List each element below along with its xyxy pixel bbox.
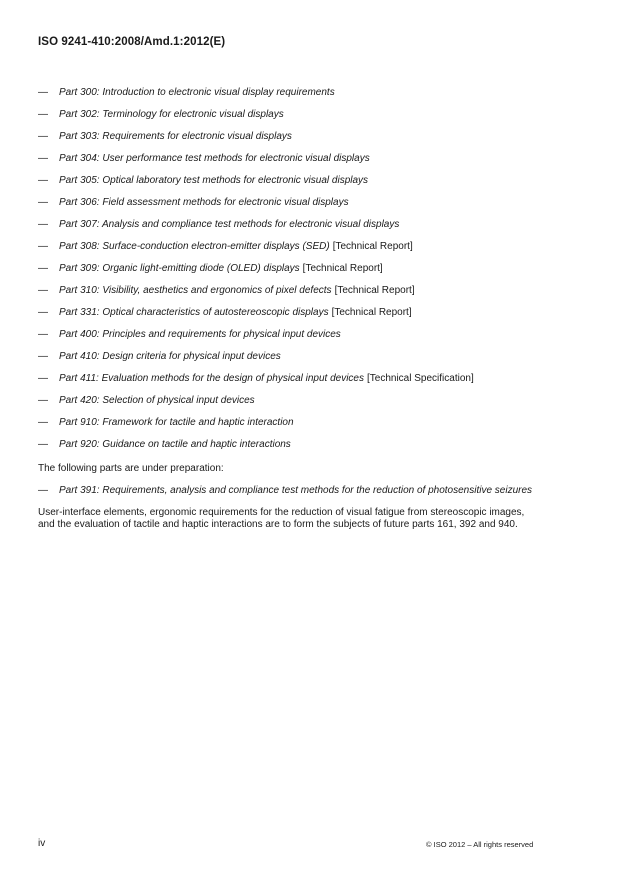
list-item [38,152,578,174]
part-title: Part 411: Evaluation methods for the design of physical input devices [59,373,364,384]
list-dash: — [38,175,48,186]
list-item [38,218,578,240]
list-item [38,130,578,152]
part-note: [Technical Report] [331,307,412,318]
list-dash: — [38,417,48,428]
list-dash: — [38,219,48,230]
list-dash: — [38,307,48,318]
part-title: Part 306: Field assessment methods for electronic visual displays [59,197,349,208]
part-title: Part 420: Selection of physical input devices [59,395,255,406]
part-title: Part 331: Optical characteristics of autostereoscopic displays [59,307,329,318]
list-item [38,372,578,394]
list-dash: — [38,329,48,340]
list-item [38,174,578,196]
part-note: [Technical Report] [302,263,383,274]
list-dash: — [38,87,48,98]
part-title: Part 410: Design criteria for physical input devices [59,351,281,362]
part-title: Part 308: Surface-conduction electron-emitter displays (SED) [59,241,330,252]
document-id-header: ISO 9241-410:2008/Amd.1:2012(E) [38,36,226,48]
part-note: [Technical Report] [332,241,413,252]
part-note: [Technical Specification] [367,373,474,384]
closing-line-2: and the evaluation of tactile and haptic interactions are to form the subjects of future parts 161, 392 and 940. [38,519,518,530]
list-dash: — [38,153,48,164]
list-item [38,262,578,284]
list-dash: — [38,109,48,120]
part-title: Part 309: Organic light-emitting diode (OLED) displays [59,263,300,274]
list-item [38,416,578,438]
list-item [38,284,578,306]
copyright-notice: © ISO 2012 – All rights reserved [426,840,534,849]
list-item [38,350,578,372]
part-title: Part 400: Principles and requirements for physical input devices [59,329,341,340]
list-dash: — [38,395,48,406]
parts-list [38,86,578,460]
part-title: Part 305: Optical laboratory test methods for electronic visual displays [59,175,369,186]
list-dash: — [38,285,48,296]
list-dash: — [38,197,48,208]
list-item [38,484,578,506]
list-dash: — [38,373,48,384]
preparation-list [38,484,578,506]
part-title: Part 307: Analysis and compliance test methods for electronic visual displays [59,219,400,230]
list-dash: — [38,241,48,252]
closing-line-1: User-interface elements, ergonomic requirements for the reduction of visual fatigue from stereoscopic images, [38,507,525,518]
list-item [38,108,578,130]
list-item [38,394,578,416]
list-item [38,328,578,350]
closing-paragraph [38,507,558,531]
part-title: Part 304: User performance test methods for electronic visual displays [59,153,370,164]
part-note: [Technical Report] [334,285,415,296]
part-title: Part 391: Requirements, analysis and compliance test methods for the reduction of photosensitive seizures [59,485,533,496]
part-title: Part 920: Guidance on tactile and haptic interactions [59,439,291,450]
page-number: iv [38,838,46,849]
part-title: Part 302: Terminology for electronic visual displays [59,109,284,120]
part-title: Part 303: Requirements for electronic visual displays [59,131,292,142]
part-title: Part 310: Visibility, aesthetics and ergonomics of pixel defects [59,285,332,296]
part-title: Part 910: Framework for tactile and haptic interaction [59,417,294,428]
list-dash: — [38,439,48,450]
list-dash: — [38,131,48,142]
preparation-intro: The following parts are under preparation: [38,463,224,474]
part-title: Part 300: Introduction to electronic visual display requirements [59,87,335,98]
list-item [38,438,578,460]
list-item [38,86,578,108]
list-item [38,240,578,262]
list-dash: — [38,263,48,274]
list-item [38,196,578,218]
list-dash: — [38,485,48,496]
list-dash: — [38,351,48,362]
list-item [38,306,578,328]
